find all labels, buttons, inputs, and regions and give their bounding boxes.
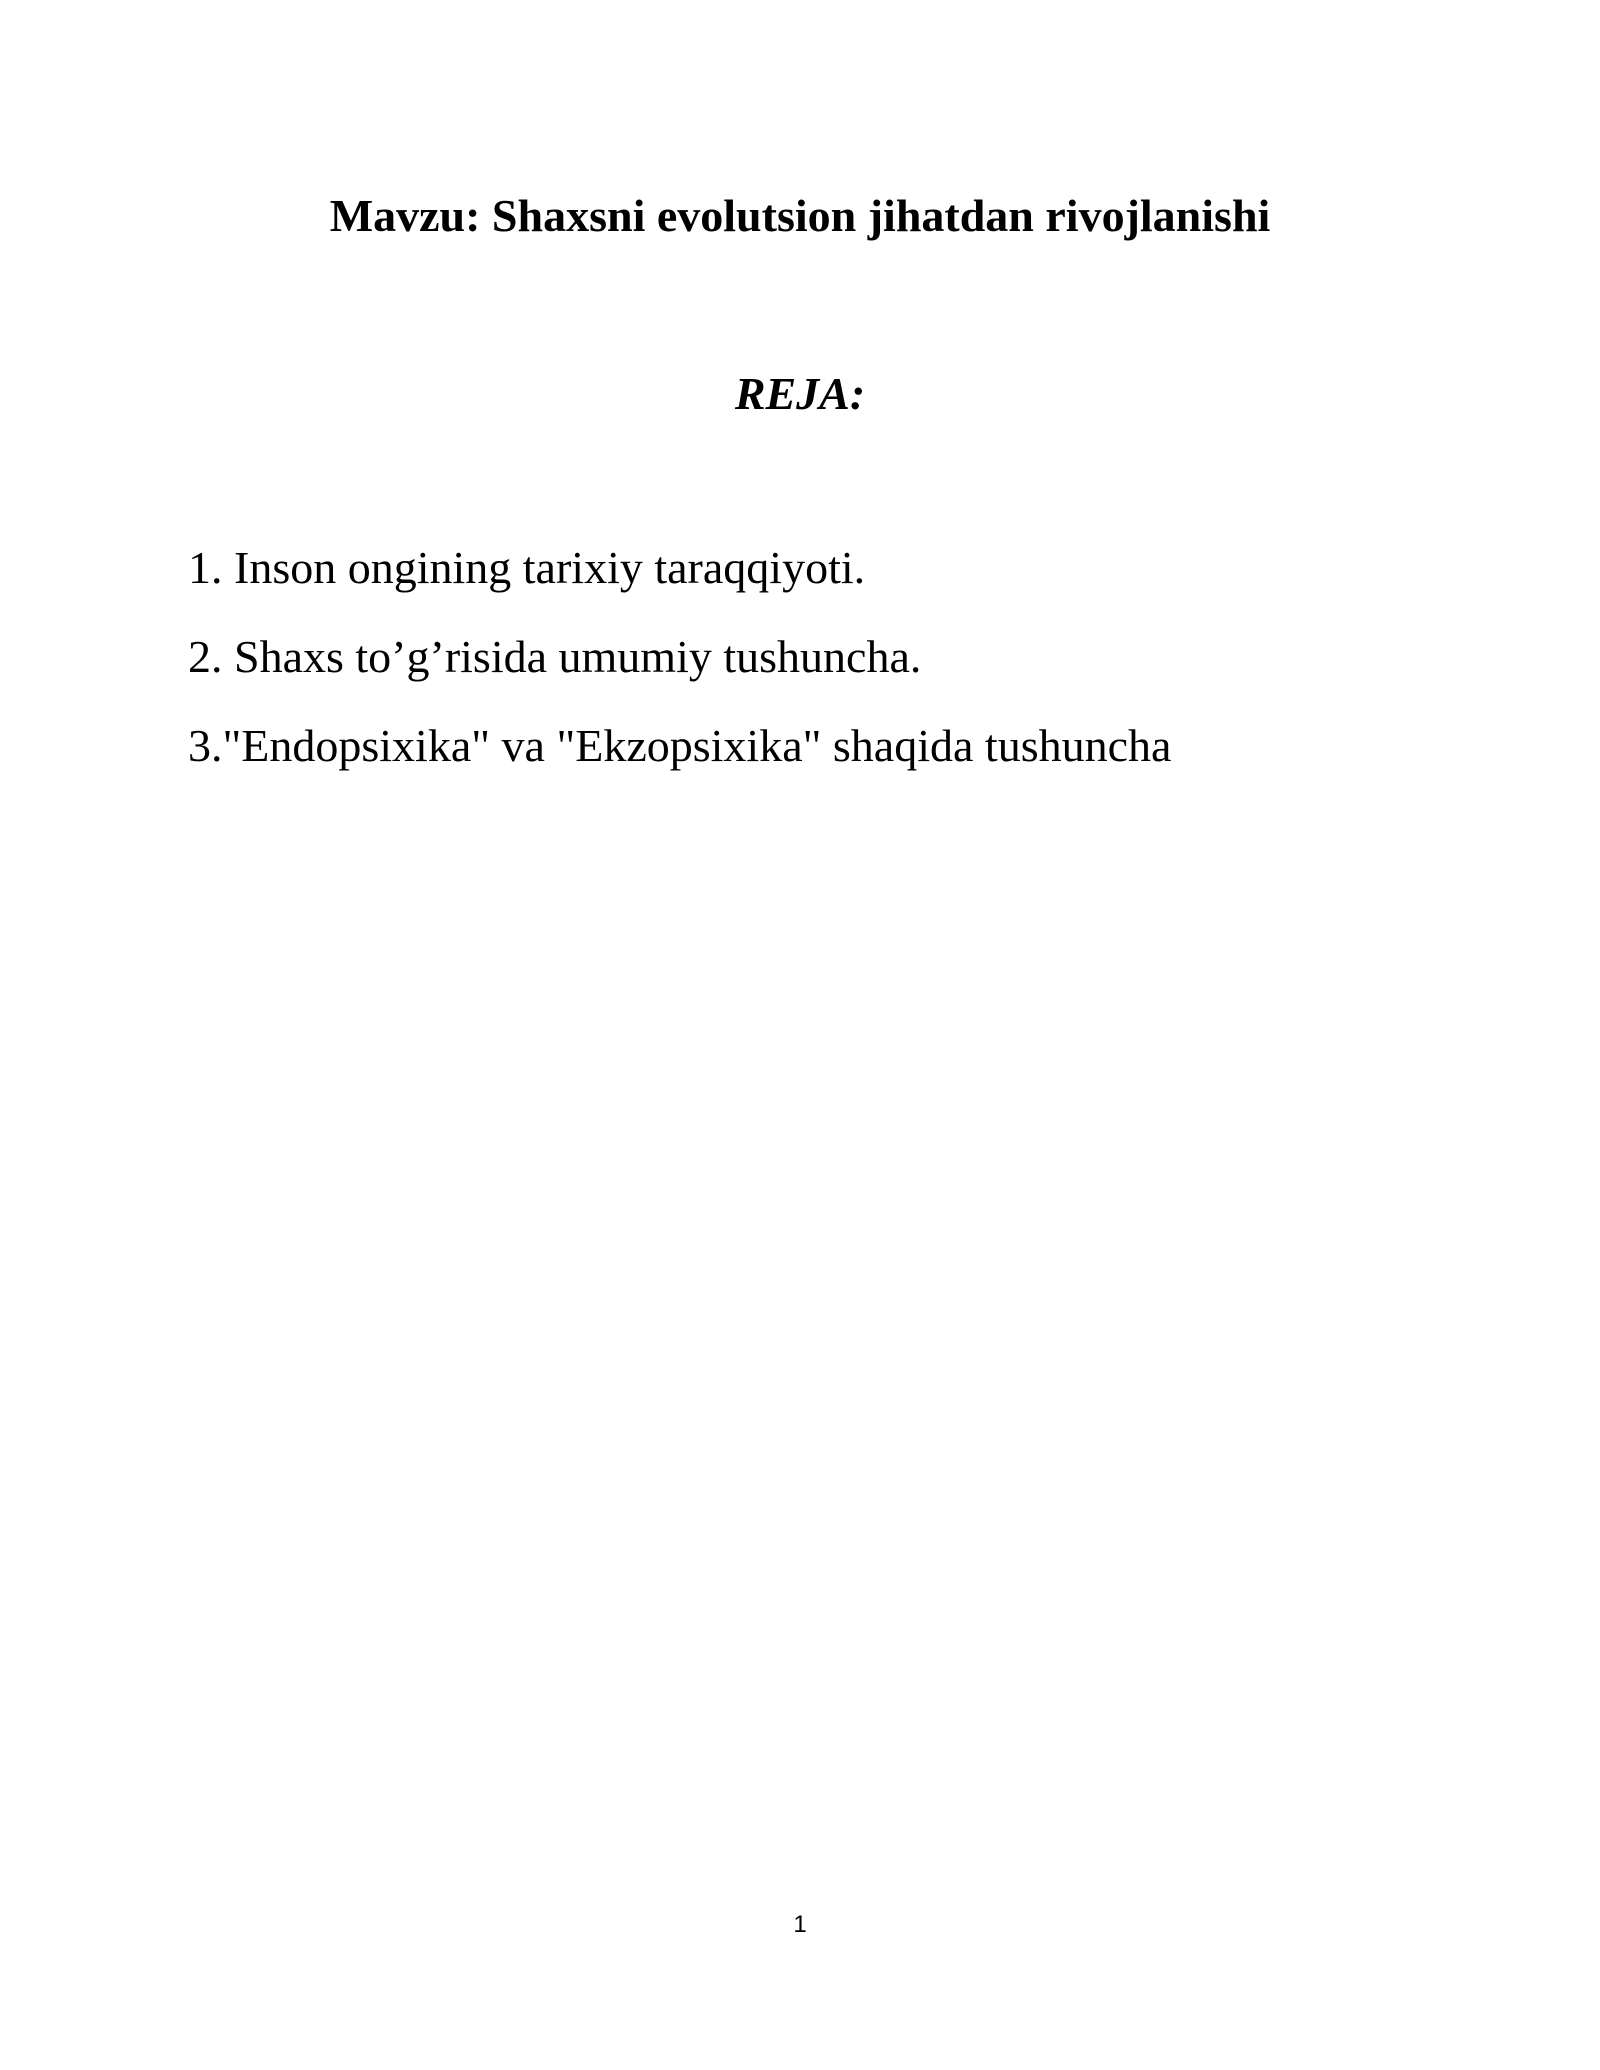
plan-item: 3."Endopsixika" va "Ekzopsixika" shaqida tushuncha bbox=[188, 720, 1172, 771]
document-title: Mavzu: Shaxsni evolutsion jihatdan rivojlanishi bbox=[329, 190, 1271, 241]
plan-item: 1. Inson ongining tarixiy taraqqiyoti. bbox=[188, 542, 866, 593]
plan-heading: REJA: bbox=[734, 368, 866, 419]
plan-item: 2. Shaxs to’g’risida umumiy tushuncha. bbox=[188, 631, 922, 682]
plan-list bbox=[188, 538, 1171, 805]
page-number: 1 bbox=[793, 1911, 807, 1938]
